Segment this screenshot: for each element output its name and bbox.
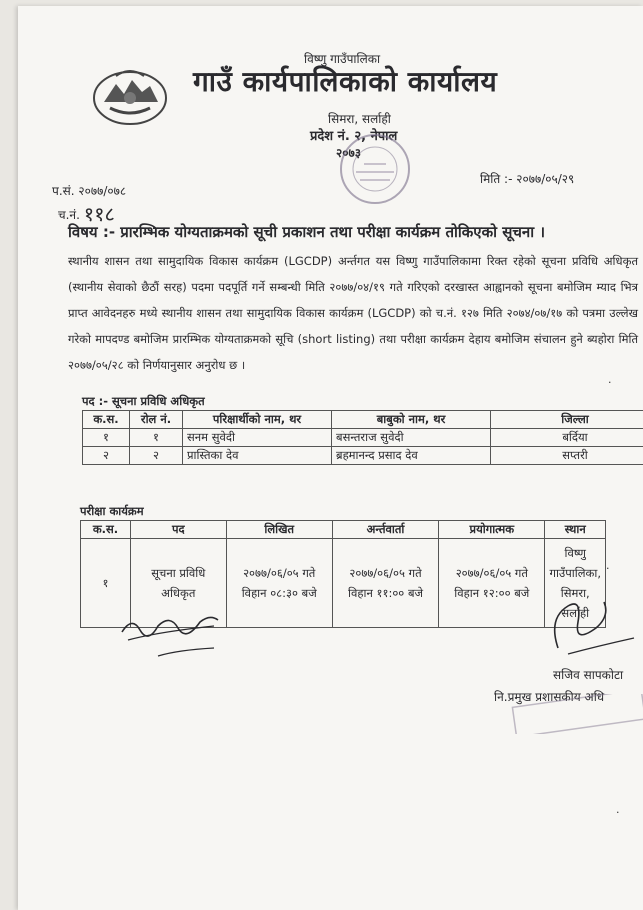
col-header: लिखित [226,521,332,539]
cell: प्रास्तिका देव [183,447,332,465]
scan-mark: · [608,376,612,389]
nepal-emblem-icon [90,62,170,128]
cell: सनम सुवेदी [183,429,332,447]
col-header: प्रयोगात्मक [439,521,545,539]
letter-reference-number: प.सं. २०७७/०७८ [52,184,127,198]
table-row [83,447,643,465]
cell-practical: २०७७/०६/०५ गते विहान १२:०० बजे [439,539,545,628]
col-header: क.स. [83,411,130,429]
col-header: बाबुको नाम, थर [332,411,491,429]
handwritten-signature-left [118,596,228,666]
cell: १ [83,429,130,447]
cell: बसन्तराज सुवेदी [332,429,491,447]
col-header: जिल्ला [491,411,643,429]
office-title: गाउँ कार्यपालिकाको कार्यालय [193,65,498,98]
address-line-3: २०७३ [336,146,361,160]
cell-interview: २०७७/०६/०५ गते विहान ११:०० बजे [332,539,438,628]
signatory-name: सजिव सापकोटा [553,668,624,682]
table-row [83,429,643,447]
cell-written: २०७७/०६/०५ गते विहान ०८:३० बजे [226,539,332,628]
signatory-title: नि.प्रमुख प्रशासकीय अधि [494,690,605,704]
official-rectangular-stamp [510,694,643,734]
subject-line: विषय :- प्रारम्भिक योग्यताक्रमको सूची प्रकाशन तथा परीक्षा कार्यक्रम तोकिएको सूचना । [68,223,546,241]
col-header: पद [130,521,226,539]
cell: ब्रहमानन्द प्रसाद देव [332,447,491,465]
table-header-row [83,411,643,429]
dispatch-value: ११८ [83,202,115,226]
cell: बर्दिया [491,429,643,447]
col-header: परिक्षार्थीको नाम, थर [183,411,332,429]
scan-mark: · [616,806,620,819]
address-line-2: प्रदेश नं. २, नेपाल [310,129,398,144]
col-header: स्थान [545,521,606,539]
cell-post: सूचना प्रविधि अधिकृत [130,539,226,628]
scan-mark: · [606,562,610,575]
notice-body: स्थानीय शासन तथा सामुदायिक विकास कार्यक्रम (LGCDP) अर्न्तगत यस विष्णु गाउँपालिकामा रिक्त रहेको सूचना प्रविधि अधिकृत (स्थानीय सेवाको छैठौं सरह) पदमा पदपूर्ति गर्ने सम्बन्धी मिति २०७७/०४/१९ गते गरिएको दरखास्त आह्वानको सूचना बमोजिम म्याद भित्र प्राप्त आवेदनहरु मध्ये स्थानीय शासन तथा सामुदायिक विकास कार्यक्रम (LGCDP) को च.नं. १२७ मिति २०७४/०७/१७ को पत्रमा उल्लेख गरेको मापदण्ड बमोजिम प्रारम्भिक योग्यताक्रमको सूचि (short listing) तथा परीक्षा कार्यक्रम देहाय बमोजिम संचालन हुने ब्यहोरा मिति २०७७/०५/२८ को निर्णयानुसार अनुरोध छ । [68,254,638,372]
cell: २ [130,447,183,465]
document-page [18,6,643,910]
handwritten-signature-right [538,588,638,668]
table-header-row [81,521,606,539]
col-header: अर्न्तवार्ता [332,521,438,539]
cell-venue: विष्णु गाउँपालिका, सिमरा, सर्लाही [545,539,606,628]
shortlist-table [82,410,643,465]
cell: १ [130,429,183,447]
cell: २ [83,447,130,465]
letter-date: मिति :- २०७७/०५/२९ [480,172,575,186]
municipality-name: विष्णु गाउँपालिका [304,52,381,66]
cell: सप्तरी [491,447,643,465]
dispatch-label: च.नं. [58,208,80,222]
col-header: रोल नं. [130,411,183,429]
address-line-1: सिमरा, सर्लाही [328,112,391,126]
col-header: क.स. [81,521,131,539]
cell-sn: १ [81,539,131,628]
shortlist-caption: पद :- सूचना प्रविधि अधिकृत [82,394,205,408]
office-seal-stamp [336,130,414,208]
exam-caption: परीक्षा कार्यक्रम [80,504,144,518]
